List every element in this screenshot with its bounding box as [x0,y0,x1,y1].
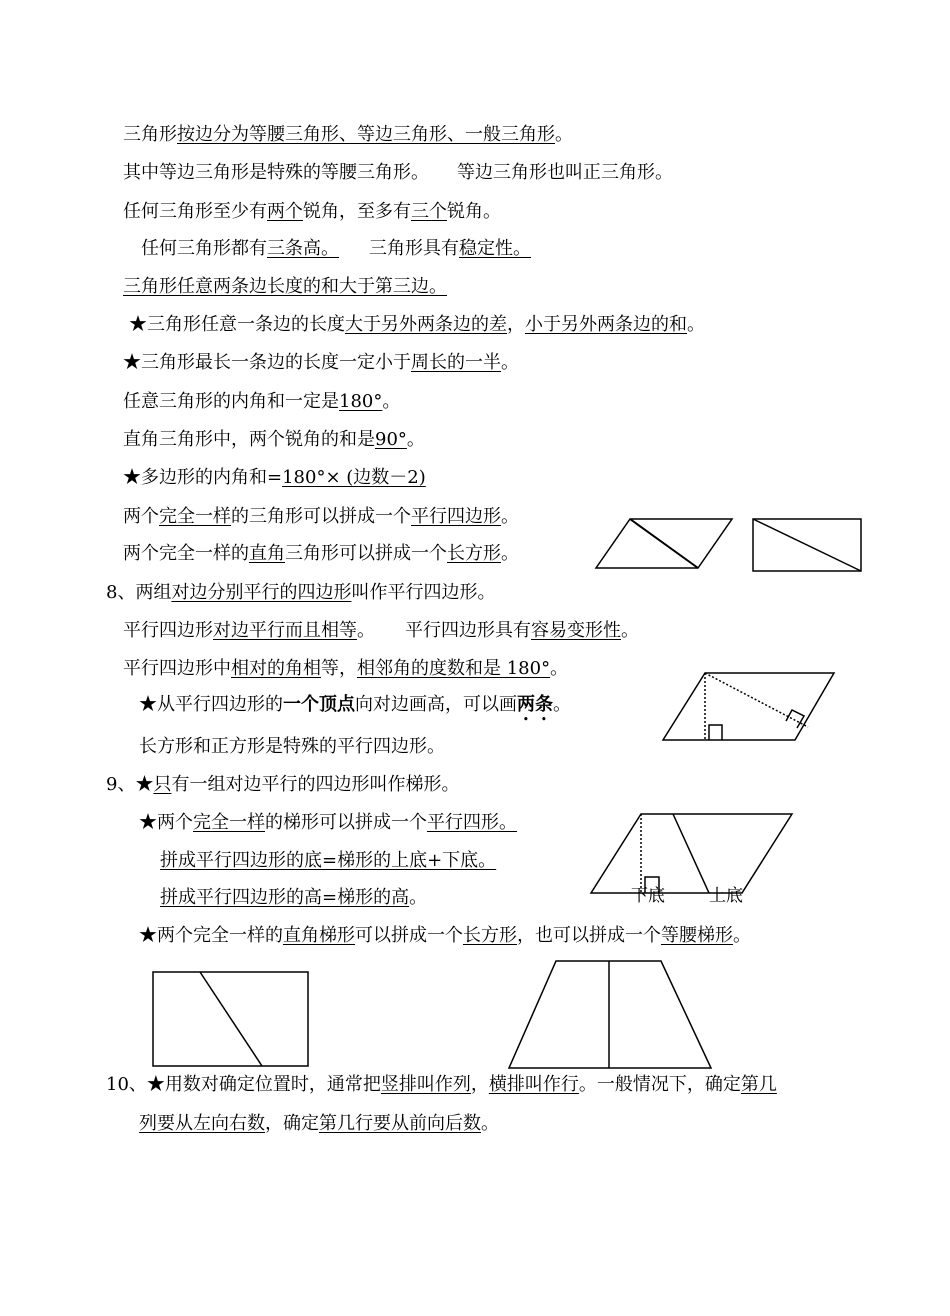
text: ， [470,1074,489,1095]
isosceles-trapezoid-figure [509,961,711,1068]
text: 直角三角形中，两个锐角的和是 [123,429,375,450]
text: 平行四边形中 [123,658,231,679]
text: 。 [501,543,519,564]
underlined-text: 对边平行而且相等 [213,620,357,641]
text: 的梯形可以拼成一个 [265,812,427,833]
underlined-text: 按边分为等腰三角形、等边三角形、一般三角形 [177,124,555,145]
right-angle-mark [709,725,722,740]
text: 。 [501,352,519,373]
underlined-text: 稳定性。 [459,238,531,259]
underlined-text: 拼成平行四边形的高=梯形的高 [160,887,410,908]
text: 。一般情况下，确定 [578,1074,741,1095]
trapezoid-split-line [673,814,709,893]
text: 。 [406,429,425,450]
text: ★三角形任意一条边的长度 [129,314,345,335]
text: 可以拼成一个 [355,925,463,946]
text: 。 [555,124,573,145]
text: 锐角。 [447,201,501,222]
text: 其中等边三角形是特殊的等腰三角形。 [123,162,429,183]
underlined-text: 小于另外两条边的和 [525,314,687,335]
underlined-text: 拼成平行四边形的底=梯形的上底+下底。 [160,850,497,871]
underlined-text: 第几 [740,1074,777,1095]
height-to-side [705,673,808,727]
underlined-text: 完全一样 [159,506,231,527]
text: 。 [409,887,428,908]
underlined-text: 横排叫作行 [488,1074,579,1095]
underlined-text: 三条高。 [267,238,339,259]
parallelogram-diagonal [630,519,698,568]
emphasized-text: 两条 [517,694,553,715]
text: 三角形 [123,124,177,145]
text: 两个完全一样的 [123,543,249,564]
underlined-text: 第几行要从前向后数 [319,1113,481,1134]
underlined-text: 大于另外两条边的差 [345,314,507,335]
underlined-text: 对边分别平行的四边形 [171,582,352,603]
underlined-text: 竖排叫作列 [380,1074,471,1095]
text: 。 [501,506,519,527]
text: ，也可以拼成一个 [517,925,661,946]
text: 三角形可以拼成一个 [285,543,447,564]
underlined-text: 90° [375,429,407,450]
text: 有一组对边平行的四边形叫作梯形。 [171,774,460,795]
text: ★从平行四边形的 [139,694,283,715]
text: 任何三角形至少有 [123,201,267,222]
underlined-text: 三角形任意两条边长度的和大于第三边。 [123,276,447,297]
text: 任意三角形的内角和一定是 [123,391,339,412]
underlined-text: 平行四边形 [411,506,501,527]
underlined-text: 180° [339,391,383,412]
text: ★两个完全一样的 [139,925,283,946]
text: 任何三角形都有 [141,238,267,259]
rectangle-split-line [200,972,262,1066]
text: 平行四边形 [123,620,213,641]
underlined-text: 两个 [267,201,303,222]
underlined-text: 180°× (边数－2) [282,467,426,488]
text: 。 [481,1113,499,1134]
underlined-text: 完全一样 [193,812,265,833]
underlined-text: 相邻角的度数和是 180° [357,658,551,679]
text: 向对边画高，可以画 [355,694,517,715]
underlined-text: 三个 [411,201,447,222]
text: 。 [357,620,375,641]
underlined-text: 长方形 [463,925,517,946]
text: 叫作平行四边形。 [351,582,496,603]
lower-base-label: 下底 [631,886,665,906]
text: 。 [621,620,639,641]
text: ★多边形的内角和= [123,467,283,488]
text: 三角形具有 [369,238,459,259]
text: 8、两组 [106,582,172,603]
underlined-text: 只 [153,774,172,795]
text: 。 [733,925,751,946]
text: 长方形和正方形是特殊的平行四边形。 [139,736,445,757]
upper-base-label: 上底 [709,886,743,906]
underlined-text: 直角 [249,543,285,564]
parallelogram-heights-figure [663,673,834,740]
text: ★三角形最长一条边的长度一定小于 [123,352,411,373]
text: 。 [553,694,571,715]
text: 等边三角形也叫正三角形。 [457,162,673,183]
right-angle-mark [786,710,804,728]
underlined-text: 相对的角相 [231,658,321,679]
text: 9、★ [106,774,154,795]
rectangle-diagonal [753,519,861,571]
text: ★两个 [139,812,193,833]
bold-text: 一个顶点 [283,694,355,715]
underlined-text: 长方形 [447,543,501,564]
text: ， [507,314,525,335]
text: 等， [321,658,357,679]
underlined-text: 平行四形。 [427,812,517,833]
text: ，确定 [265,1113,319,1134]
underlined-text: 列要从左向右数 [139,1113,265,1134]
underlined-text: 容易变形性 [531,620,621,641]
underlined-text: 周长的一半 [411,352,501,373]
underlined-text: 直角梯形 [283,925,355,946]
text: 两个 [123,506,159,527]
text: 。 [382,391,401,412]
text: 。 [550,658,569,679]
text: 10、★用数对确定位置时，通常把 [106,1074,381,1095]
text: 的三角形可以拼成一个 [231,506,411,527]
underlined-text: 等腰梯形 [661,925,733,946]
text: 锐角，至多有 [303,201,411,222]
text: 平行四边形具有 [405,620,531,641]
text: 。 [687,314,705,335]
